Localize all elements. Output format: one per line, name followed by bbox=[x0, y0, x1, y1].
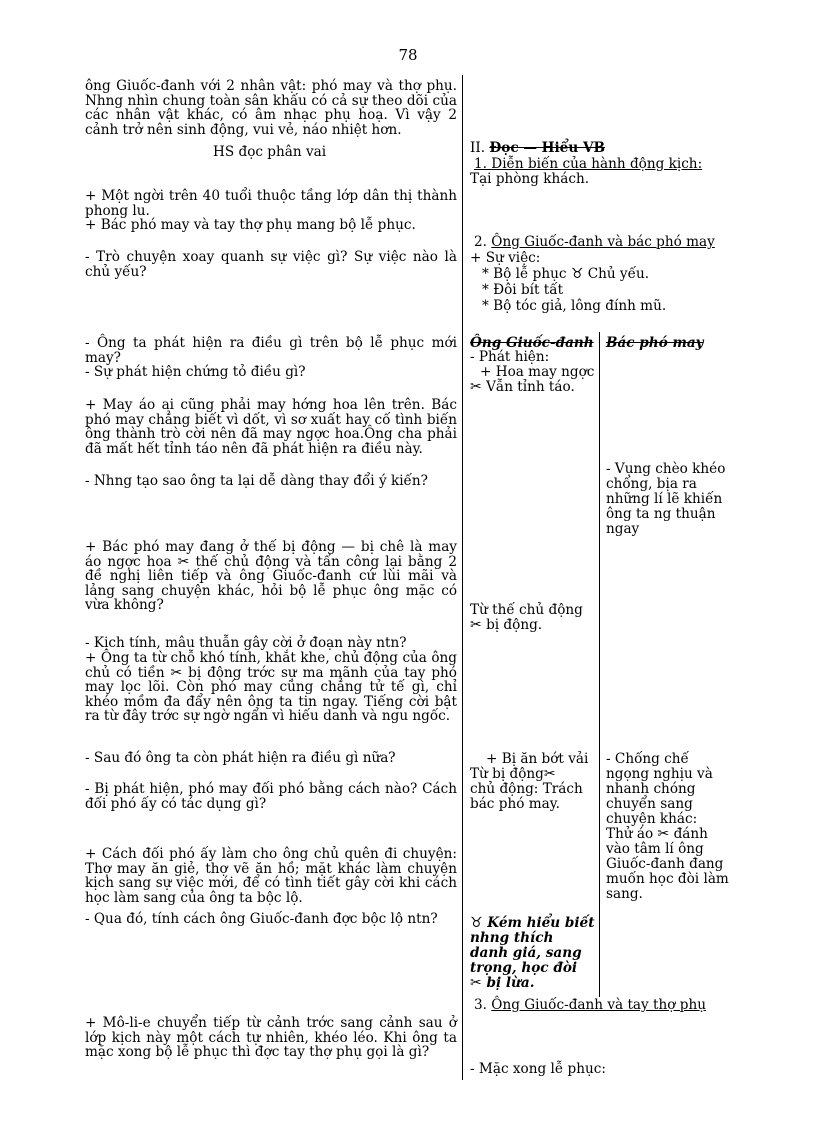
scissors-arrow-icon: ✂ bbox=[177, 553, 190, 570]
section-2-heading: II. Đọc — Hiểu VB bbox=[470, 140, 605, 156]
left-paragraph-3: + Một ngời trên 40 tuổi thuộc tầng lớp dân thị thành phong lu. + Bác phó may và tay thợ phụ mang bộ lễ phục. bbox=[85, 188, 457, 234]
scissors-arrow-icon: ✂ bbox=[657, 826, 670, 842]
section-2-2: 2. Ông Giuốc-đanh và bác phó may bbox=[474, 234, 715, 250]
left-question-1: - Trò chuyện xoay quanh sự việc gì? Sự việc nào là chủ yếu? bbox=[85, 249, 457, 280]
pho-may-response-2: - Chống chế ngọng nghịu và nhanh chóng chuyển sang chuyện khác: Thử áo ✂ đánh vào tâm lí ông Giuốc-đanh đang muốn học đòi làm sang. bbox=[606, 751, 729, 902]
page-number: 78 bbox=[398, 46, 418, 64]
aries-result-icon: ♉ bbox=[470, 915, 483, 931]
left-question-4: - Kịch tính, mâu thuẫn gây cời ở đoạn này ntn? bbox=[85, 635, 407, 651]
pho-may-response-1: - Vụng chèo khéo chống, bịa ra những lí lẽ khiến ông ta ng thuận ngay bbox=[606, 461, 726, 537]
left-question-2: - Ông ta phát hiện ra điều gì trên bộ lễ phục mới may? - Sự phát hiện chứng tỏ điều gì? bbox=[85, 335, 457, 381]
scissors-arrow-icon: ✂ bbox=[470, 975, 482, 991]
left-question-7: - Qua đó, tính cách ông Giuốc-đanh đợc bộc lộ ntn? bbox=[85, 911, 438, 927]
aries-result-icon: ♉ bbox=[570, 266, 584, 282]
left-paragraph-1: ông Giuốc-đanh với 2 nhân vật: phó may và thợ phụ. Nhng nhìn chung toàn sân khấu có cả sự theo dõi của các nhân vật khác, có âm nhạc phụ hoạ. Vì vậy 2 cảnh trở nên sinh động, vui vẻ, náo nhiệt hơn. bbox=[85, 78, 457, 138]
left-question-3: - Nhng tạo sao ông ta lại dễ dàng thay đổi ý kiến? bbox=[85, 473, 428, 489]
column-header-pho-may: Bác phó may bbox=[606, 335, 704, 351]
left-paragraph-10: + Ông ta từ chỗ khó tính, khắt khe, chủ động của ông chủ có tiền ✂ bị động trớc sự ma mãnh của tay phó may lọc lõi. Còn phó may cũng chẳng tử tế gì, chỉ khéo mồm đa đẩy nên ông ta tin ngay. Tiếng cời bật ra từ đây trớc sự ngờ ngẩn vì hiếu danh và ngu ngốc. bbox=[85, 650, 457, 725]
section-2-1: 1. Diễn biến của hành động kịch: Tại phòng khách. bbox=[470, 156, 703, 187]
scissors-arrow-icon: ✂ bbox=[470, 617, 482, 633]
giuoc-danh-cut-cloth: + Bị ăn bớt vải Từ bị động✂ chủ động: Trách bác phó may. bbox=[470, 751, 589, 812]
section-2-3: 3. Ông Giuốc-đanh và tay thợ phụ bbox=[474, 997, 706, 1013]
scissors-arrow-icon: ✂ bbox=[470, 379, 482, 395]
column-divider bbox=[462, 75, 463, 1080]
giuoc-danh-discovery: - Phát hiện: + Hoa may ngợc ✂ Vẫn tỉnh táo. bbox=[470, 349, 595, 395]
left-paragraph-13: + Cách đối phó ấy làm cho ông chủ quên đi chuyện: Thợ may ăn giẻ, thợ vẽ ăn hồ; mặt khác làm chuyện kịch sang sự việc mới, để có tình tiết gây cời khi cách học làm sang của ông ta bộc lộ. bbox=[85, 846, 457, 906]
left-reading-instruction: HS đọc phân vai bbox=[213, 144, 327, 160]
scissors-arrow-icon: ✂ bbox=[543, 766, 556, 782]
column-divider bbox=[599, 332, 600, 997]
section-2-2-items: + Sự việc: * Bộ lễ phục ♉ Chủ yếu. * Đôi bít tất * Bộ tóc giả, lông đính mũ. bbox=[470, 250, 667, 314]
left-question-5: - Sau đó ông ta còn phát hiện ra điều gì nữa? bbox=[85, 750, 396, 766]
left-question-6: - Bị phát hiện, phó may đối phó bằng cách nào? Cách đối phó ấy có tác dụng gì? bbox=[85, 781, 457, 812]
scissors-arrow-icon: ✂ bbox=[170, 664, 183, 681]
column-header-giuoc-danh: Ông Giuốc-đanh bbox=[470, 335, 594, 351]
section-2-3-item: - Mặc xong lễ phục: bbox=[470, 1061, 606, 1077]
giuoc-danh-character: ♉ Kém hiểu biết nhng thích danh giá, sang trọng, học đòi ✂ bị lừa. bbox=[470, 915, 595, 991]
left-paragraph-8: + Bác phó may đang ở thế bị động — bị chê là may áo ngợc hoa ✂ thế chủ động và tấn công lại bằng 2 đề nghị liên tiếp và ông Giuốc-đanh cứ lùi mãi và lảng sang chuyện khác, hỏi bộ lễ phục ông mặc có vừa không? bbox=[85, 539, 457, 614]
left-paragraph-6: + May áo ai cũng phải may hớng hoa lên trên. Bác phó may chẳng biết vì dốt, vì sơ xuất hay cố tình biến ông thành trò cời nên đã may ngợc hoa.Ông cha phải đã mất hết tỉnh táo nên đã phát hiện ra điều này. bbox=[85, 397, 457, 457]
left-paragraph-15: + Mô-li-e chuyển tiếp từ cảnh trớc sang cảnh sau ở lớp kịch này một cách tự nhiên, khéo léo. Khi ông ta mặc xong bộ lễ phục thì đợc tay thợ phụ gọi là gì? bbox=[85, 1015, 457, 1061]
giuoc-danh-passive: Từ thế chủ động ✂ bị động. bbox=[470, 602, 583, 633]
